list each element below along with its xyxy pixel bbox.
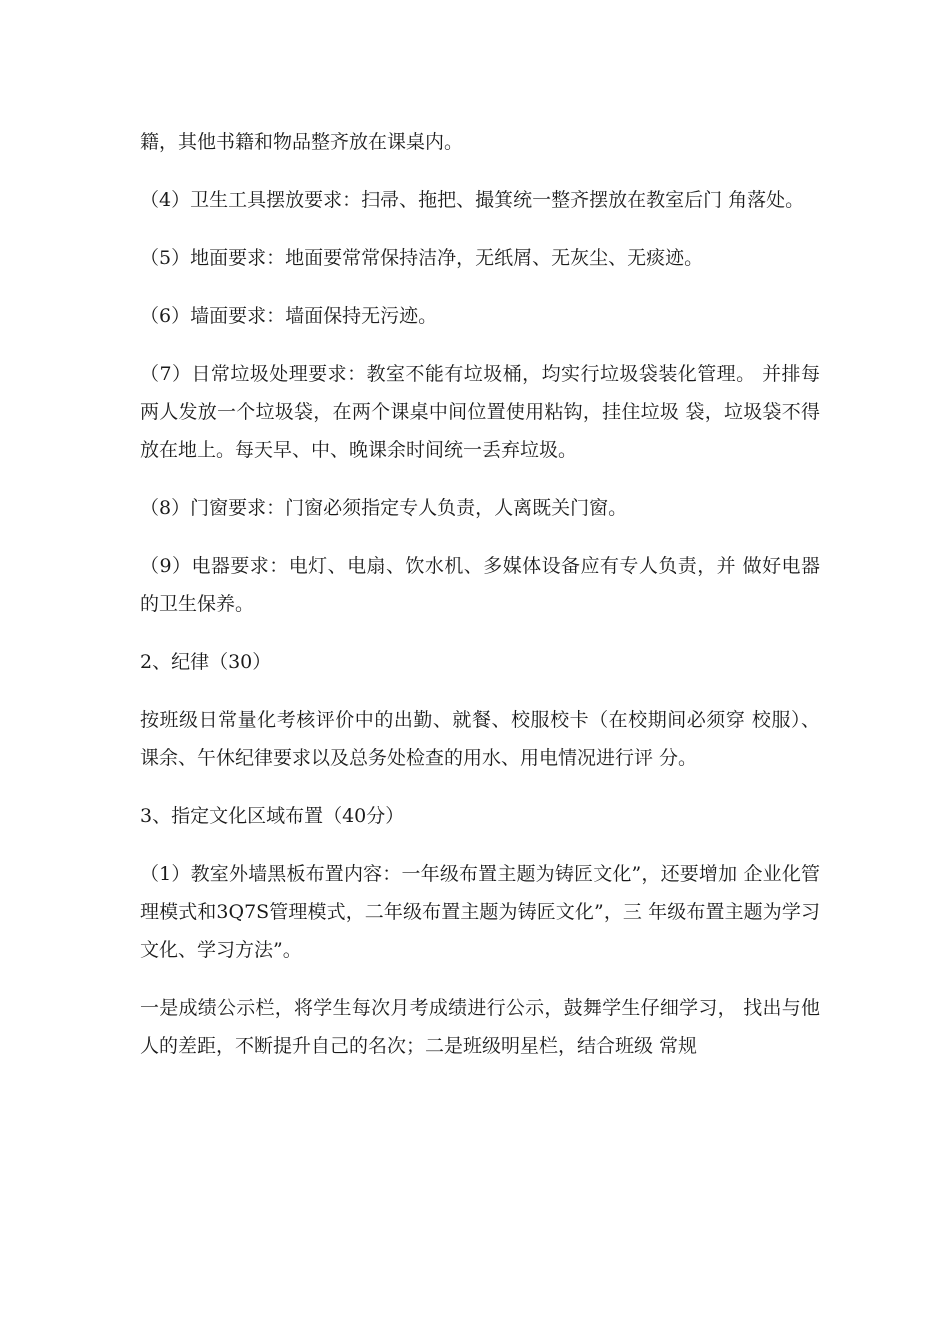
paragraph-garbage-handling: （7）日常垃圾处理要求：教室不能有垃圾桶，均实行垃圾袋装化管理。 并排每两人发放一个垃圾袋，在两个课桌中间位置使用粘钩，挂住垃圾 袋，垃圾袋不得放在地上。每天早、中、晚课余时间统一丢弃垃圾。 (140, 363, 820, 461)
paragraph-discipline: 按班级日常量化考核评价中的出勤、就餐、校服校卡（在校期间必须穿 校服）、课余、午休纪律要求以及总务处检查的用水、用电情况进行评 分。 (140, 709, 820, 769)
document-body (140, 123, 820, 1065)
paragraph-electrical: （9）电器要求：电灯、电扇、饮水机、多媒体设备应有专人负责，并 做好电器的卫生保养。 (140, 555, 820, 615)
paragraph-doors-windows: （8）门窗要求：门窗必须指定专人负责，人离既关门窗。 (140, 497, 628, 519)
section-heading-culture-area: 3、指定文化区域布置（40分） (140, 805, 405, 827)
paragraph-blackboard-content: （1）教室外墙黑板布置内容：一年级布置主题为铸匠文化”，还要增加 企业化管理模式和3Q7S管理模式，二年级布置主题为铸匠文化”，三 年级布置主题为学习文化、学习方法”。 (140, 863, 820, 961)
paragraph-tools-placement: （4）卫生工具摆放要求：扫帚、拖把、撮箕统一整齐摆放在教室后门 角落处。 (140, 189, 805, 211)
paragraph-score-board: 一是成绩公示栏，将学生每次月考成绩进行公示，鼓舞学生仔细学习， 找出与他人的差距，不断提升自己的名次；二是班级明星栏，结合班级 常规 (140, 997, 820, 1057)
paragraph-floor-requirement: （5）地面要求：地面要常常保持洁净，无纸屑、无灰尘、无痰迹。 (140, 247, 704, 269)
section-heading-discipline: 2、纪律（30） (140, 651, 272, 673)
paragraph-wall-requirement: （6）墙面要求：墙面保持无污迹。 (140, 305, 438, 327)
paragraph-continuation: 籍，其他书籍和物品整齐放在课桌内。 (140, 131, 464, 153)
